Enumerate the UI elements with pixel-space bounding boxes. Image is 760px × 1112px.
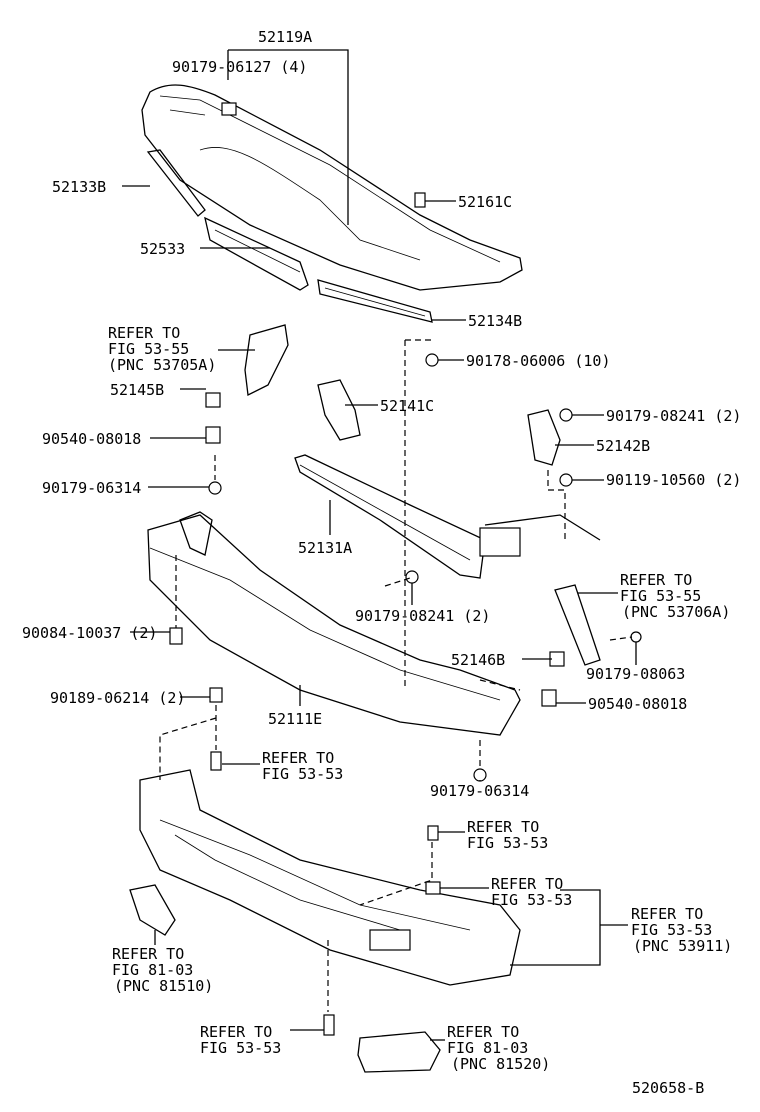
label-refer-5353b-2: FIG 53-53 (467, 834, 549, 852)
label-refer-5353b-1: REFER TO (467, 818, 540, 836)
label-refer-8103b-1: REFER TO (447, 1023, 520, 1041)
label-90189-06214: 90189-06214 (2) (50, 689, 186, 707)
label-refer-5353e-1: REFER TO (200, 1023, 273, 1041)
bumper-upper-cover-shape (142, 85, 522, 290)
label-refer-5353a-1: REFER TO (262, 749, 335, 767)
label-refer-5355b-2: FIG 53-55 (620, 587, 702, 605)
label-refer-5355a-3: (PNC 53705A) (108, 356, 217, 374)
grille-strips-shape (148, 150, 432, 322)
label-refer-8103b-3: (PNC 81520) (451, 1055, 551, 1073)
label-90540-08018-b: 90540-08018 (588, 695, 688, 713)
label-refer-8103a-2: FIG 81-03 (112, 961, 194, 979)
label-52119A: 52119A (258, 28, 313, 46)
label-refer-5353a-2: FIG 53-53 (262, 765, 344, 783)
label-refer-5353c-2: FIG 53-53 (491, 891, 573, 909)
label-refer-5355a-2: FIG 53-55 (108, 340, 190, 358)
label-90178-06006: 90178-06006 (10) (466, 352, 611, 370)
label-refer-5353e-2: FIG 53-53 (200, 1039, 282, 1057)
label-52161C: 52161C (458, 193, 513, 211)
label-refer-5355b-3: (PNC 53706A) (622, 603, 731, 621)
label-refer-5353c-1: REFER TO (491, 875, 564, 893)
label-90179-06314-b: 90179-06314 (430, 782, 530, 800)
label-90540-08018-a: 90540-08018 (42, 430, 142, 448)
label-refer-5353d-3: (PNC 53911) (633, 937, 733, 955)
label-refer-5355b-1: REFER TO (620, 571, 693, 589)
label-90179-06314-a: 90179-06314 (42, 479, 142, 497)
label-refer-5353d-2: FIG 53-53 (631, 921, 713, 939)
label-90179-08063: 90179-08063 (586, 665, 686, 683)
label-refer-8103b-2: FIG 81-03 (447, 1039, 529, 1057)
label-90179-08241-a: 90179-08241 (2) (606, 407, 742, 425)
label-refer-5353d-1: REFER TO (631, 905, 704, 923)
label-52111E: 52111E (268, 710, 323, 728)
label-refer-8103a-1: REFER TO (112, 945, 185, 963)
label-52142B: 52142B (596, 437, 651, 455)
label-52141C: 52141C (380, 397, 435, 415)
label-52145B: 52145B (110, 381, 165, 399)
label-refer-8103a-3: (PNC 81510) (114, 977, 214, 995)
label-52533: 52533 (140, 240, 186, 258)
label-90119-10560: 90119-10560 (2) (606, 471, 742, 489)
label-90179-06127: 90179-06127 (4) (172, 58, 308, 76)
label-52146B: 52146B (451, 651, 506, 669)
label-52133B: 52133B (52, 178, 107, 196)
label-52134B: 52134B (468, 312, 523, 330)
lower-spoiler-shape (140, 770, 520, 985)
diagram-id: 520658-B (632, 1079, 705, 1097)
label-52131A: 52131A (298, 539, 353, 557)
beam-shape (295, 455, 600, 578)
label-refer-5355a-1: REFER TO (108, 324, 181, 342)
label-90084-10037: 90084-10037 (2) (22, 624, 158, 642)
label-90179-08241-b: 90179-08241 (2) (355, 607, 491, 625)
